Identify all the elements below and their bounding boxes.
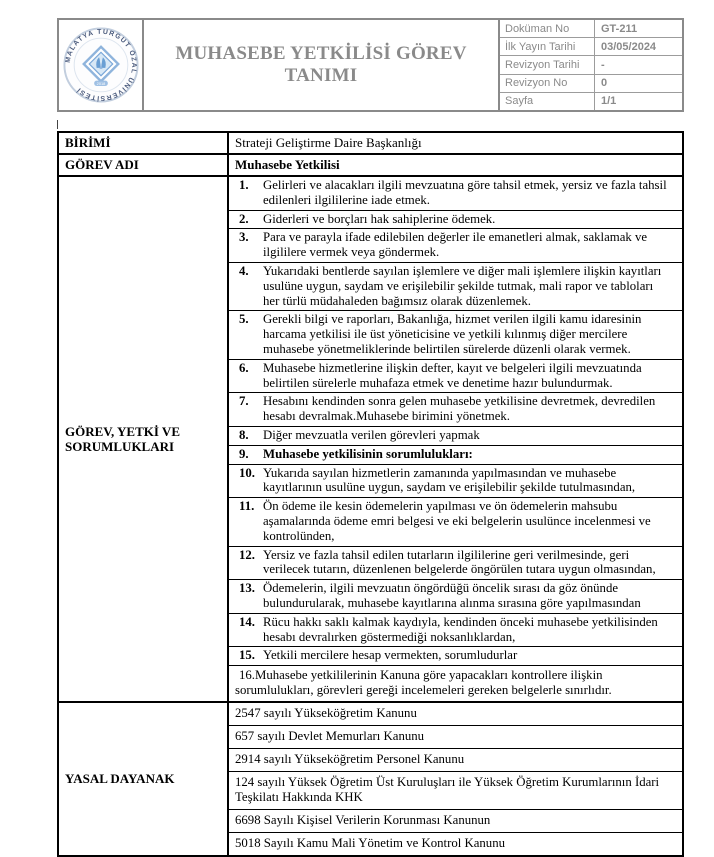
document-info-table: [500, 20, 682, 110]
legal-label: YASAL DAYANAK: [59, 703, 229, 855]
info-label: Revizyon No: [500, 75, 595, 92]
duty-number: 6.: [239, 360, 249, 375]
duty-item: [229, 613, 682, 647]
duty-number: 13.: [239, 581, 255, 596]
duty-text: Rücu hakkı saklı kalmak kaydıyla, kendinden önceki muhasebe yetkilisinden hesabı devralırken göstermediği noksanlıklardan,: [263, 614, 658, 644]
duty-item: [229, 546, 682, 580]
job-description-table: [57, 131, 684, 857]
duty-number: 8.: [239, 427, 249, 442]
duty-number: 15.: [239, 648, 255, 663]
duty-number: 2.: [239, 211, 249, 226]
info-row: [500, 20, 682, 38]
info-row: [500, 38, 682, 56]
duty-number: 5.: [239, 312, 249, 327]
duty-text: Muhasebe hizmetlerine ilişkin defter, kayıt ve belgeleri ilgili mevzuatında belirtilen sürelerle muhafaza etmek ve denetime hazır bulundurmak.: [263, 360, 642, 390]
duty-item: [229, 359, 682, 393]
logo-ring-text: MALATYA TURGUT ÖZAL ÜNİVERSİTESİ: [64, 28, 137, 102]
legal-item: 657 sayılı Devlet Memurları Kanunu: [229, 725, 682, 748]
duty-text: Gerekli bilgi ve raporları, Bakanlığa, hizmet verilen ilgili kamu idaresinin harcama yetkilisi ile üst yöneticisine ve yetkili kılınmış diğer mercilere muhasebe yönetmeliklerinde belirtilen sürelerde düzenli olarak vermek.: [263, 312, 642, 356]
title-cell: [144, 20, 500, 110]
duty-text: Para ve parayla ifade edilebilen değerler ile emanetleri almak, saklamak ve ilgililere vermek veya göndermek.: [263, 230, 648, 260]
document-header: [57, 18, 684, 112]
duty-text: Yersiz ve fazla tahsil edilen tutarların ilgililerine geri verilmesinde, geri verilecek tutarın, düzenlenen belgelerde öngörülen tutara uygun olmasından,: [263, 547, 656, 577]
duty-item: [229, 228, 682, 262]
duty-text: Muhasebe yetkilisinin sorumlulukları:: [263, 446, 473, 461]
duty-item: [229, 310, 682, 358]
legal-item: 2914 sayılı Yükseköğretim Personel Kanunu: [229, 748, 682, 771]
duty-item: [229, 646, 682, 665]
duty-number: 14.: [239, 614, 255, 629]
info-value: GT-211: [601, 22, 638, 35]
info-label: Sayfa: [500, 93, 595, 110]
gorev-adi-label: GÖREV ADI: [59, 155, 229, 175]
duty-number: 12.: [239, 547, 255, 562]
logo-year: 2018: [96, 80, 105, 86]
legal-item: 5018 Sayılı Kamu Mali Yönetim ve Kontrol Kanunu: [229, 832, 682, 855]
logo-cell: [59, 20, 144, 110]
duty-item: [229, 464, 682, 498]
duties-list: [229, 177, 682, 701]
row-gorev-adi: [59, 153, 682, 175]
page-title: MUHASEBE YETKİLİSİ GÖREV TANIMI: [175, 43, 467, 86]
duty-number: 3.: [239, 230, 249, 245]
duty-item: [229, 445, 682, 464]
info-label: Doküman No: [500, 20, 595, 37]
duty-text: Yetkili mercilere hesap vermekten, sorumludurlar: [263, 648, 518, 663]
info-value: 03/05/2024: [601, 40, 657, 53]
duty-text: Gelirleri ve alacakları ilgili mevzuatına göre tahsil etmek, yersiz ve fazla tahsil edilenleri ilgililerine iade etmek.: [263, 178, 667, 207]
duty-item: [229, 579, 682, 613]
info-value: 1/1: [601, 95, 617, 108]
info-value: 0: [601, 77, 608, 90]
row-birimi: [59, 133, 682, 153]
legal-item: 2547 sayılı Yükseköğretim Kanunu: [235, 705, 417, 720]
row-duties: [59, 175, 682, 701]
legal-list: [229, 703, 682, 855]
university-logo-icon: [62, 23, 140, 107]
duty-text: Yukarıdaki bentlerde sayılan işlemlere ve diğer mali işlemlere ilişkin kayıtları usulüne uygun, saydam ve erişilebilir şekilde tutmak, mali rapor ve tabloları her türlü müdahaleden bağımsız olarak düzenlemek.: [263, 263, 662, 308]
birimi-value: Strateji Geliştirme Daire Başkanlığı: [235, 135, 422, 150]
legal-item: 6698 Sayılı Kişisel Verilerin Korunması Kanunun: [229, 809, 682, 832]
duty-number: 1.: [239, 178, 249, 192]
info-label: Revizyon Tarihi: [500, 56, 595, 73]
legal-item: 124 sayılı Yüksek Öğretim Üst Kuruluşları ile Yüksek Öğretim Kurumlarının İdari Teşkilatı Hakkında KHK: [229, 771, 682, 809]
duty-number: 10.: [239, 465, 255, 480]
row-legal: [59, 701, 682, 855]
duty-note-16: 16.Muhasebe yetkililerinin Kanuna göre yapacakları kontrollere ilişkin sorumlulukları, görevleri gereği incelemeleri gereken belgelerle sınırlıdır.: [229, 665, 682, 701]
info-row: [500, 93, 682, 110]
duty-item: [229, 210, 682, 229]
duty-text: Ödemelerin, ilgili mevzuatın öngördüğü öncelik sırası da göz önünde bulundurularak, muhasebe kayıtlarına alınma sırasına göre yapılmasından: [263, 581, 641, 610]
duty-item: [229, 426, 682, 445]
duty-item: [229, 177, 682, 210]
info-label: İlk Yayın Tarihi: [500, 38, 595, 55]
duty-text: Hesabını kendinden sonra gelen muhasebe yetkilisine devretmek, devredilen hesabı devralmak.Muhasebe birimini yönetmek.: [263, 394, 656, 424]
birimi-label: BİRİMİ: [59, 133, 229, 153]
stray-tick-mark: [57, 120, 58, 129]
duty-item: [229, 497, 682, 545]
duty-text: Ön ödeme ile kesin ödemelerin yapılması ve ön ödemelerin mahsubu aşamalarında ödeme emri belgesi ve eki belgelerin usulünce incelenmesi ve kontrolünden,: [263, 499, 651, 543]
info-row: [500, 75, 682, 93]
duty-text: Diğer mevzuatla verilen görevleri yapmak: [263, 427, 480, 442]
gorev-adi-value: Muhasebe Yetkilisi: [235, 157, 340, 172]
duty-item: [229, 262, 682, 310]
info-row: [500, 56, 682, 74]
duty-text: Giderleri ve borçları hak sahiplerine ödemek.: [263, 211, 496, 226]
duty-number: 11.: [239, 499, 255, 514]
duties-label: GÖREV, YETKİ VE SORUMLUKLARI: [59, 177, 229, 701]
info-value: -: [601, 59, 605, 71]
duty-text: Yukarıda sayılan hizmetlerin zamanında yapılmasından ve muhasebe kayıtlarının usulüne uygun, saydam ve erişilebilir şekilde tutulmasından,: [263, 465, 636, 495]
duty-item: [229, 392, 682, 426]
duty-number: 9.: [239, 446, 249, 461]
duty-number: 7.: [239, 394, 249, 409]
duty-number: 4.: [239, 263, 249, 278]
